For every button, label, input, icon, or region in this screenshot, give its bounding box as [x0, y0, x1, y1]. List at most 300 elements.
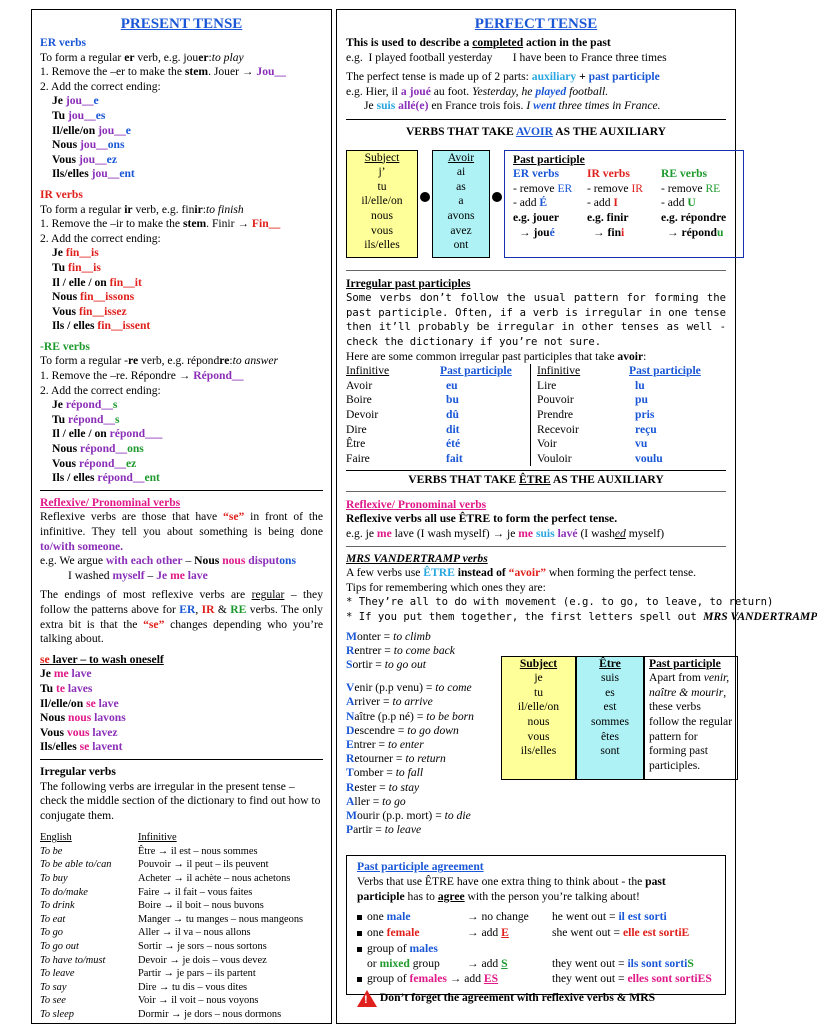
pronoun: Nous — [52, 138, 81, 152]
verb: ntrer = — [353, 738, 388, 752]
ir-heading: IR verbs — [40, 187, 83, 201]
ending: is — [93, 260, 101, 274]
col-english: English — [40, 832, 72, 844]
infinitive: Vouloir — [537, 451, 572, 465]
divider — [346, 546, 726, 547]
subject-pronoun: ils/elles — [364, 238, 400, 252]
past-participle: dû — [446, 407, 459, 421]
infinitive: Devoir — [346, 407, 379, 421]
past-participle: bu — [446, 393, 459, 407]
ending: ent — [119, 167, 135, 181]
ir-step1: 1. Remove the –ir to make the stem. Finir → Fin__ — [40, 217, 281, 231]
pronoun: Vous — [40, 725, 67, 739]
irregular-row — [40, 858, 323, 872]
etre-form: sommes — [590, 715, 629, 729]
ir-conjugation — [40, 246, 323, 334]
subject-pronoun: vous — [371, 223, 393, 237]
irregular-row — [40, 967, 323, 981]
subject-pronoun: je — [534, 671, 543, 685]
irregular-pp-row — [537, 408, 726, 423]
stem: fin__ — [109, 275, 135, 289]
verb: ller = — [354, 794, 383, 808]
infinitive: Aller → il va – nous allons — [138, 927, 251, 939]
pp-eg-re: e.g. répondre — [661, 210, 727, 224]
translation: to be born — [426, 709, 474, 723]
ir-row — [52, 305, 323, 320]
initial-letter: N — [346, 709, 355, 723]
verb: lavez — [92, 725, 118, 739]
verb: ortir = — [352, 658, 385, 672]
ending: s — [112, 398, 118, 412]
pronoun: Il / elle / on — [52, 427, 110, 441]
er-row — [52, 153, 323, 168]
irregular-pp-row — [537, 452, 726, 467]
ending: ons — [127, 442, 144, 456]
stem: jou__ — [65, 94, 94, 108]
infinitive: Voir — [537, 437, 557, 451]
rule-females-example: they went out = elles sont sortiES — [552, 972, 712, 986]
se-laver-row — [40, 726, 323, 741]
pronoun: Nous — [40, 711, 69, 725]
infinitive: Partir → je pars – ils partent — [138, 968, 256, 980]
pronoun: Ils / elles — [52, 471, 98, 485]
etre-form: est — [603, 700, 617, 714]
se-laver-conjugation — [40, 667, 323, 755]
pronoun: Vous — [52, 456, 79, 470]
english: To leave — [40, 968, 75, 980]
irregular-pp-p1: Some verbs don’t follow the usual pattern for forming the past participle. Often, if a verb is irregular in one tense then it’ll probably be irregular in other tenses as well - check the dictionary if you’re not sure. — [346, 292, 726, 348]
perfect-intro: This is used to describe a completed action in the past — [346, 36, 611, 49]
irregular-pp-row — [346, 408, 531, 423]
initial-letter: E — [346, 738, 354, 752]
subject-pronoun: j’ — [378, 165, 386, 179]
infinitive: Lire — [537, 378, 557, 392]
irregular-table — [40, 831, 323, 1021]
re-intro: To form a regular -re verb, e.g. répondre:to answer — [40, 354, 279, 368]
divider — [346, 119, 726, 120]
divider — [40, 759, 323, 760]
ending: e — [125, 123, 131, 137]
mrs-section — [346, 551, 817, 838]
subject-pronoun: tu — [377, 179, 387, 193]
translation: to arrive — [392, 695, 433, 709]
stem: répond__ — [65, 398, 113, 412]
reflexive-example: e.g. We argue with each other – Nous nous disputons — [40, 554, 296, 568]
agreement-heading: Past participle agreement — [357, 860, 484, 874]
pp-remove-re: - remove RE — [661, 181, 721, 195]
stem: répond__ — [97, 471, 145, 485]
verb: enir (p.p venu) = — [354, 681, 436, 695]
stem: jou__ — [91, 167, 120, 181]
infinitive: Voir → il voit – nous voyons — [138, 995, 259, 1007]
verb: onter = — [356, 629, 394, 643]
etre-box — [576, 656, 644, 780]
re-row — [52, 427, 323, 442]
verb: lave — [71, 667, 92, 681]
english: To sleep — [40, 1009, 74, 1020]
reflexive-section — [40, 496, 323, 755]
stem: fin__ — [65, 246, 91, 260]
ending: ons — [107, 138, 125, 152]
infinitive: Prendre — [537, 407, 574, 421]
er-row — [52, 167, 323, 182]
verb: ester = — [354, 780, 389, 794]
irregular-pp-row — [346, 393, 531, 408]
verb: entrer = — [354, 643, 394, 657]
ending: s — [115, 412, 120, 426]
infinitive: Manger → tu manges – nous mangeons — [138, 913, 304, 925]
ending: ez — [126, 456, 137, 470]
subject-box — [346, 150, 418, 258]
re-step1: 1. Remove the –re. Répondre → Répond__ — [40, 369, 244, 383]
reflexive-pronoun: te — [56, 681, 68, 695]
avoir-form: as — [456, 179, 466, 193]
infinitive: Être — [346, 437, 366, 451]
english: To be able to/can — [40, 859, 112, 871]
infinitive: Acheter → il achète – nous achetons — [138, 873, 291, 885]
avoir-heading: VERBS THAT TAKE AVOIR AS THE AUXILIARY — [405, 124, 667, 138]
past-participle: vu — [635, 437, 648, 451]
pronoun: Tu — [52, 108, 69, 122]
pp-re: RE verbs — [661, 167, 708, 181]
divider — [346, 470, 726, 471]
infinitive: Sortir → je sors – nous sortons — [138, 941, 267, 953]
translation: to go — [382, 794, 406, 808]
reflexive-heading: Reflexive/ Pronominal verbs — [40, 495, 181, 509]
irregular-row — [40, 994, 323, 1008]
etre-form: es — [605, 685, 615, 699]
infinitive: Dire — [346, 422, 367, 436]
mrs-verb — [346, 823, 726, 837]
irregular-pp-heading: Irregular past participles — [346, 276, 471, 290]
translation: to fall — [395, 766, 424, 780]
ending: is — [90, 246, 99, 260]
ir-intro: To form a regular ir verb, e.g. finir:to finish — [40, 202, 244, 216]
mrs-tips: Tips for remembering which ones they are: — [346, 580, 546, 594]
se-laver-row — [40, 697, 323, 712]
irregular-pp-table-left — [346, 364, 531, 466]
perfect-tense-panel — [336, 9, 817, 1024]
pronoun: Je — [52, 398, 66, 412]
verb: ourir (p.p. mort) = — [356, 809, 445, 823]
subject-pronoun: ils/elles — [520, 744, 557, 758]
er-row — [52, 124, 323, 139]
stem: répond__ — [68, 412, 116, 426]
initial-letter: P — [346, 823, 354, 837]
stem: jou__ — [80, 138, 108, 152]
reflexive-perfect-section — [346, 498, 726, 542]
col-past-participle: Past participle — [629, 364, 701, 378]
er-row — [52, 109, 323, 124]
translation: to come — [435, 681, 472, 695]
initial-letter: R — [346, 780, 355, 794]
pronoun: Ils / elles — [52, 319, 98, 333]
subject-pronoun: vous — [527, 729, 550, 743]
irregular-section — [40, 765, 323, 1022]
verb: rriver = — [354, 695, 393, 709]
rule-male: one male — [357, 910, 410, 925]
plus-icon — [492, 192, 502, 202]
mrs-verb — [346, 781, 726, 795]
etre-label: Être — [599, 656, 621, 670]
mrs-verb — [346, 795, 726, 809]
pronoun: Nous — [52, 442, 81, 456]
reflexive-pronoun: nous — [68, 711, 95, 725]
translation: to go down — [407, 723, 459, 737]
infinitive: Être → il est – nous sommes — [138, 845, 258, 857]
irregular-pp-row — [346, 423, 531, 438]
irregular-row — [40, 872, 323, 886]
irregular-row — [40, 940, 323, 954]
avoir-label: Avoir — [447, 150, 475, 164]
pp-eg-ir: e.g. finir — [587, 210, 629, 224]
er-section — [40, 36, 323, 182]
irregular-pp-tables — [346, 364, 726, 466]
pp-ir: IR verbs — [587, 167, 630, 181]
past-participle: voulu — [635, 451, 663, 465]
past-participle: fait — [446, 451, 463, 465]
infinitive: Faire — [346, 451, 370, 465]
pronoun: Tu — [52, 260, 69, 274]
past-participle: eu — [446, 378, 458, 392]
infinitive: Faire → il fait – vous faites — [138, 886, 253, 898]
se-laver-title: se laver – to wash oneself — [40, 652, 164, 666]
er-conjugation — [40, 94, 323, 182]
stem: répond__ — [78, 456, 126, 470]
reflexive-p1: Reflexive verbs are those that have “se” in front of the infinitive. They tell you about something is being done to/with someone. — [40, 510, 323, 553]
irregular-pp-table-right — [537, 364, 726, 466]
pronoun: Il / elle / on — [52, 275, 110, 289]
irregular-pp-row — [346, 379, 531, 394]
ir-row — [52, 290, 323, 305]
reflexive-perfect-p1: Reflexive verbs all use ÊTRE to form the perfect tense. — [346, 512, 618, 526]
initial-letter: M — [346, 809, 357, 823]
subject-pronoun: nous — [527, 715, 550, 729]
infinitive: Boire — [346, 393, 372, 407]
re-heading: -RE verbs — [40, 339, 90, 353]
reflexive-pronoun: me — [53, 667, 72, 681]
irregular-row — [40, 981, 323, 995]
stem: répond___ — [109, 427, 163, 441]
mrs-tip-2: * If you put them together, the first letters spell out MRS VANDERTRAMP — [346, 610, 817, 624]
ending: issent — [122, 319, 151, 333]
divider — [40, 490, 323, 491]
irregular-row — [40, 845, 323, 859]
present-title: PRESENT TENSE — [120, 16, 243, 32]
initial-letter: S — [346, 658, 353, 672]
reflexive-pronoun: se — [79, 740, 93, 754]
irregular-pp-row — [346, 437, 531, 452]
re-row — [52, 398, 323, 413]
col-infinitive: Infinitive — [537, 364, 581, 378]
present-tense-panel — [31, 9, 332, 1024]
pp-result-er: → joué — [519, 225, 555, 239]
pronoun: Ils/elles — [52, 167, 92, 181]
infinitive: Dire → tu dis – vous dites — [138, 981, 248, 993]
pp-result-re: → répondu — [667, 225, 724, 239]
stem: répond__ — [80, 442, 128, 456]
re-row — [52, 413, 323, 428]
irregular-pp-row — [537, 423, 726, 438]
agreement-p: Verbs that use ÊTRE have one extra thing to think about - the past participle has to agree with the person you’re talking about! — [357, 875, 666, 903]
translation: to die — [444, 809, 471, 823]
initial-letter: A — [346, 695, 355, 709]
rule-female: one female — [357, 926, 419, 941]
pp-er: ER verbs — [513, 167, 560, 181]
irregular-pp-row — [537, 437, 726, 452]
re-row — [52, 442, 323, 457]
ir-section — [40, 188, 323, 334]
mrs-tip-1: * They’re all to do with movement (e.g. to go, to leave, to return) — [346, 596, 774, 609]
etre-form: sont — [600, 744, 620, 758]
rule-male-change: → no change — [467, 910, 529, 924]
col-infinitive: Infinitive — [138, 832, 177, 844]
verb: omber = — [353, 766, 396, 780]
pp-remove-ir: - remove IR — [587, 181, 644, 195]
initial-letter: R — [346, 643, 355, 657]
pp-eg-er: e.g. jouer — [513, 210, 560, 224]
english: To eat — [40, 913, 66, 925]
agreement-rules — [357, 910, 715, 990]
stem: jou__ — [78, 152, 107, 166]
irregular-row — [40, 1008, 323, 1022]
irregular-pp-row — [537, 379, 726, 394]
past-participle: été — [446, 437, 461, 451]
verb: laves — [67, 681, 93, 695]
avoir-box — [432, 150, 490, 258]
stem: fin__ — [78, 304, 105, 318]
perfect-title: PERFECT TENSE — [474, 16, 598, 32]
english: To have to/must — [40, 954, 106, 966]
initial-letter: A — [346, 794, 355, 808]
irregular-row — [40, 886, 323, 900]
stem: fin__ — [97, 319, 123, 333]
rule-females: group of females → add ES — [357, 972, 498, 987]
past-participle: pris — [635, 407, 655, 421]
pronoun: Il/elle/on — [52, 123, 99, 137]
re-step2: 2. Add the correct ending: — [40, 383, 161, 397]
ir-step2: 2. Add the correct ending: — [40, 231, 161, 245]
past-participle: reçu — [635, 422, 657, 436]
verb: escendre = — [354, 723, 408, 737]
infinitive: Pouvoir — [537, 393, 574, 407]
verb: lave — [98, 696, 119, 710]
etre-pp-text: Apart from venir, naître & mourir, these verbs follow the regular pattern for forming past participles. — [649, 671, 733, 772]
pronoun: Je — [40, 667, 54, 681]
er-heading: ER verbs — [40, 36, 87, 49]
english: To go — [40, 927, 64, 939]
mrs-verb — [346, 809, 726, 823]
verb: etourner = — [354, 752, 406, 766]
avoir-form: avons — [447, 208, 475, 222]
mrs-heading: MRS VANDERTRAMP verbs — [346, 551, 488, 565]
reflexive-p2: The endings of most reflexive verbs are regular – they follow the patterns above for ER, IR & RE verbs. The only extra bit is that the “se” changes depending who you’re talking about. — [40, 588, 324, 646]
mrs-p1: A few verbs use ÊTRE instead of “avoir” when forming the perfect tense. — [346, 566, 697, 580]
avoir-form: ai — [456, 165, 466, 179]
reflexive-example-2: I washed myself – Je me lave — [68, 568, 208, 582]
se-laver-row — [40, 682, 323, 697]
er-step1: 1. Remove the –er to make the stem. Jouer → Jou__ — [40, 65, 287, 79]
translation: to enter — [387, 738, 424, 752]
ir-row — [52, 261, 323, 276]
pronoun: Tu — [40, 681, 57, 695]
past-participle: lu — [635, 378, 645, 392]
translation: to leave — [384, 823, 422, 837]
re-row — [52, 471, 323, 486]
er-intro: To form a regular er verb, e.g. jouer:to play — [40, 50, 244, 64]
past-participle: dit — [446, 422, 460, 436]
rule-mixed-change: → add S — [467, 957, 508, 971]
infinitive: Pouvoir → il peut – ils peuvent — [138, 859, 269, 871]
english: To buy — [40, 873, 68, 885]
perfect-example-2: e.g. Hier, il a joué au foot. Yesterday, he played football. — [346, 84, 609, 98]
infinitive: Boire → il boit – nous buvons — [138, 900, 264, 912]
etre-pp-label: Past participle — [649, 656, 721, 670]
avoir-form: avez — [450, 223, 472, 237]
re-row — [52, 457, 323, 472]
etre-form: suis — [600, 671, 620, 685]
subject-label: Subject — [364, 150, 400, 164]
ir-row — [52, 276, 323, 291]
irregular-pp-row — [346, 452, 531, 467]
irregular-row — [40, 926, 323, 940]
translation: to stay — [388, 780, 420, 794]
irregular-row — [40, 899, 323, 913]
pp-add-ir: - add I — [587, 196, 618, 210]
pronoun: Je — [52, 94, 66, 108]
pp-remove-er: - remove ER — [513, 181, 573, 195]
pronoun: Ils/elles — [40, 740, 80, 754]
ending: es — [95, 108, 106, 122]
irregular-pp-p2: Here are some common irregular past participles that take avoir: — [346, 349, 647, 363]
avoir-form: a — [458, 194, 464, 208]
warning-icon — [357, 990, 377, 1007]
pp-result-ir: → fini — [593, 225, 625, 239]
past-participle-box — [504, 150, 744, 258]
translation: to go out — [384, 658, 426, 672]
re-conjugation — [40, 398, 323, 486]
verb: artir = — [353, 823, 385, 837]
initial-letter: M — [346, 629, 357, 643]
verb: aître (p.p né) = — [354, 709, 427, 723]
irregular-heading: Irregular verbs — [40, 764, 116, 778]
pp-label: Past participle — [513, 152, 585, 166]
english: To drink — [40, 900, 75, 912]
reflexive-pronoun: se — [86, 696, 99, 710]
stem: fin__ — [80, 290, 106, 304]
rule-female-example: she went out = elle est sortiE — [552, 926, 690, 940]
se-laver-row — [40, 711, 323, 726]
se-laver-row — [40, 740, 323, 755]
er-row — [52, 94, 323, 109]
initial-letter: R — [346, 752, 355, 766]
etre-form: êtes — [600, 729, 620, 743]
rule-male-example: he went out = il est sorti — [552, 910, 667, 924]
pronoun: Vous — [52, 152, 79, 166]
pronoun: Nous — [52, 290, 81, 304]
mrs-verb — [346, 630, 726, 644]
english: To go out — [40, 941, 79, 953]
rule-males: group of males — [357, 942, 438, 957]
etre-heading: VERBS THAT TAKE ÊTRE AS THE AUXILIARY — [408, 473, 664, 487]
perfect-example-1: e.g. I played football yesterday I have been to France three times — [346, 50, 667, 64]
divider — [346, 270, 726, 271]
etre-pp-box — [644, 656, 738, 780]
avoir-form: ont — [453, 238, 469, 252]
infinitive: Avoir — [346, 378, 373, 392]
ir-row — [52, 246, 323, 261]
english: To do/make — [40, 886, 88, 898]
